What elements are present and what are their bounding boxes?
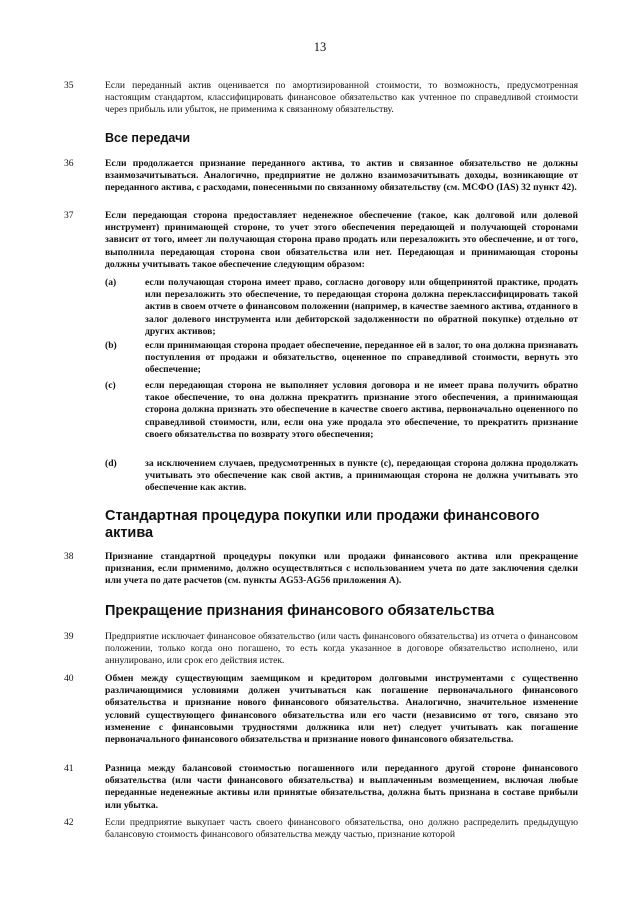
paragraph-35: [64, 80, 578, 117]
paragraph-39: [64, 631, 578, 668]
subparagraph-label: (b): [105, 340, 117, 351]
subparagraph-37d: [105, 458, 578, 495]
paragraph-text: Если передающая сторона предоставляет неденежное обеспечение (такое, как долговой или долевой инструмент) принимающей стороне, то учет этого обеспечения передающей и получающей сторонами зависит от того, имеет ли получающая сторона право продать или перезаложить это обеспечение, и от того, выполнила передающая сторона свои обязательства или нет. Передающая и принимающая стороны должны учитывать такое обеспечение следующим образом:: [105, 210, 578, 270]
paragraph-38: [64, 551, 578, 588]
page-number: 13: [313, 40, 327, 54]
paragraph-number: 39: [64, 631, 74, 642]
subparagraph-label: (c): [105, 380, 116, 391]
subparagraph-text: если получающая сторона имеет право, согласно договору или общепринятой практике, продать или перезаложить это обеспечение, то передающая сторона должна переклассифицировать такой актив в своем отчете о финансовом положении (например, в качестве заемного актива, отданного в залог долевого инструмента или дебиторской задолженности по обратной покупке) отдельно от других активов;: [145, 277, 578, 337]
paragraph-text: Если переданный актив оценивается по амортизированной стоимости, то возможность, предусмотренная настоящим стандартом, классифицировать финансовое обязательство как учтенное по справедливой стоимости через прибыль или убыток, не применима к связанному обязательству.: [105, 80, 578, 116]
paragraph-42: [64, 817, 578, 841]
subparagraph-label: (d): [105, 458, 117, 469]
paragraph-number: 38: [64, 551, 74, 562]
paragraph-number: 36: [64, 158, 74, 169]
paragraph-number: 41: [64, 763, 74, 774]
paragraph-36: [64, 158, 578, 195]
paragraph-number: 35: [64, 80, 74, 91]
section-heading-standard-procedure: Стандартная процедура покупки или продажи финансового актива: [105, 508, 540, 541]
subparagraph-label: (a): [105, 277, 117, 288]
paragraph-text: Обмен между существующим заемщиком и кредитором долговыми инструментами с существенно различающимися условиями должен учитываться как погашение первоначального финансового обязательства и признание нового финансового обязательства. Аналогично, значительное изменение условий существующего финансового обязательства или его части (независимо от того, связано это изменение с финансовыми трудностями должника или нет) следует учитывать как погашение первоначального финансового обязательства и признание нового финансового обязательства.: [105, 673, 578, 746]
subparagraph-text: если принимающая сторона продает обеспечение, переданное ей в залог, то она должна признавать поступления от продажи и обязательство, оцененное по справедливой стоимости, вернуть это обеспечение;: [145, 340, 578, 376]
paragraph-40: [64, 673, 578, 746]
paragraph-number: 37: [64, 210, 74, 221]
subparagraph-37a: [105, 277, 578, 338]
paragraph-number: 42: [64, 817, 74, 828]
subparagraph-37c: [105, 380, 578, 441]
paragraph-37: [64, 210, 578, 271]
subparagraph-37b: [105, 340, 578, 377]
paragraph-text: Предприятие исключает финансовое обязательство (или часть финансового обязательства) из отчета о финансовом положении, только когда оно погашено, то есть когда указанное в договоре обязательство исполнено, или аннулировано, или срок его действия истек.: [105, 631, 578, 667]
subparagraph-text: за исключением случаев, предусмотренных в пункте (c), передающая сторона должна продолжать учитывать это обеспечение как свой актив, а принимающая сторона не должна учитывать это обеспечение как актив.: [145, 458, 578, 494]
subparagraph-text: если передающая сторона не выполняет условия договора и не имеет права получить обратно такое обеспечение, то она должна прекратить признание этого обеспечения, а принимающая сторона должна признать это обеспечение в качестве своего актива, первоначально оцененного по справедливой стоимости, или, если она уже продала это обеспечение, то прекратить признание своего обязательства по возврату этого обеспечения;: [145, 380, 578, 440]
paragraph-41: [64, 763, 578, 812]
section-heading-derecognition: Прекращение признания финансового обязательства: [105, 603, 495, 619]
paragraph-text: Если продолжается признание переданного актива, то актив и связанное обязательство не должны взаимозачитываться. Аналогично, предприятие не должно взаимозачитывать доходы, возникающие от переданного актива, с расходами, понесенными по связанному обязательству (см. МСФО (IAS) 32 пункт 42).: [105, 158, 578, 194]
paragraph-number: 40: [64, 673, 74, 684]
paragraph-text: Признание стандартной процедуры покупки или продажи финансового актива или прекращение признания, если применимо, должно осуществляться с использованием учета по дате заключения сделки или учета по дате расчетов (см. пункты AG53-AG56 приложения A).: [105, 551, 578, 587]
paragraph-text: Если предприятие выкупает часть своего финансового обязательства, оно должно распределить предыдущую балансовую стоимость финансового обязательства между частью, признание которой: [105, 817, 578, 841]
paragraph-text: Разница между балансовой стоимостью погашенного или переданного другой стороне финансового обязательства (или части финансового обязательства) и выплаченным возмещением, включая любые переданные неденежные активы или принятые обязательства, должна быть признана в составе прибыли или убытка.: [105, 763, 578, 811]
section-heading-all-transfers: Все передачи: [105, 131, 191, 145]
